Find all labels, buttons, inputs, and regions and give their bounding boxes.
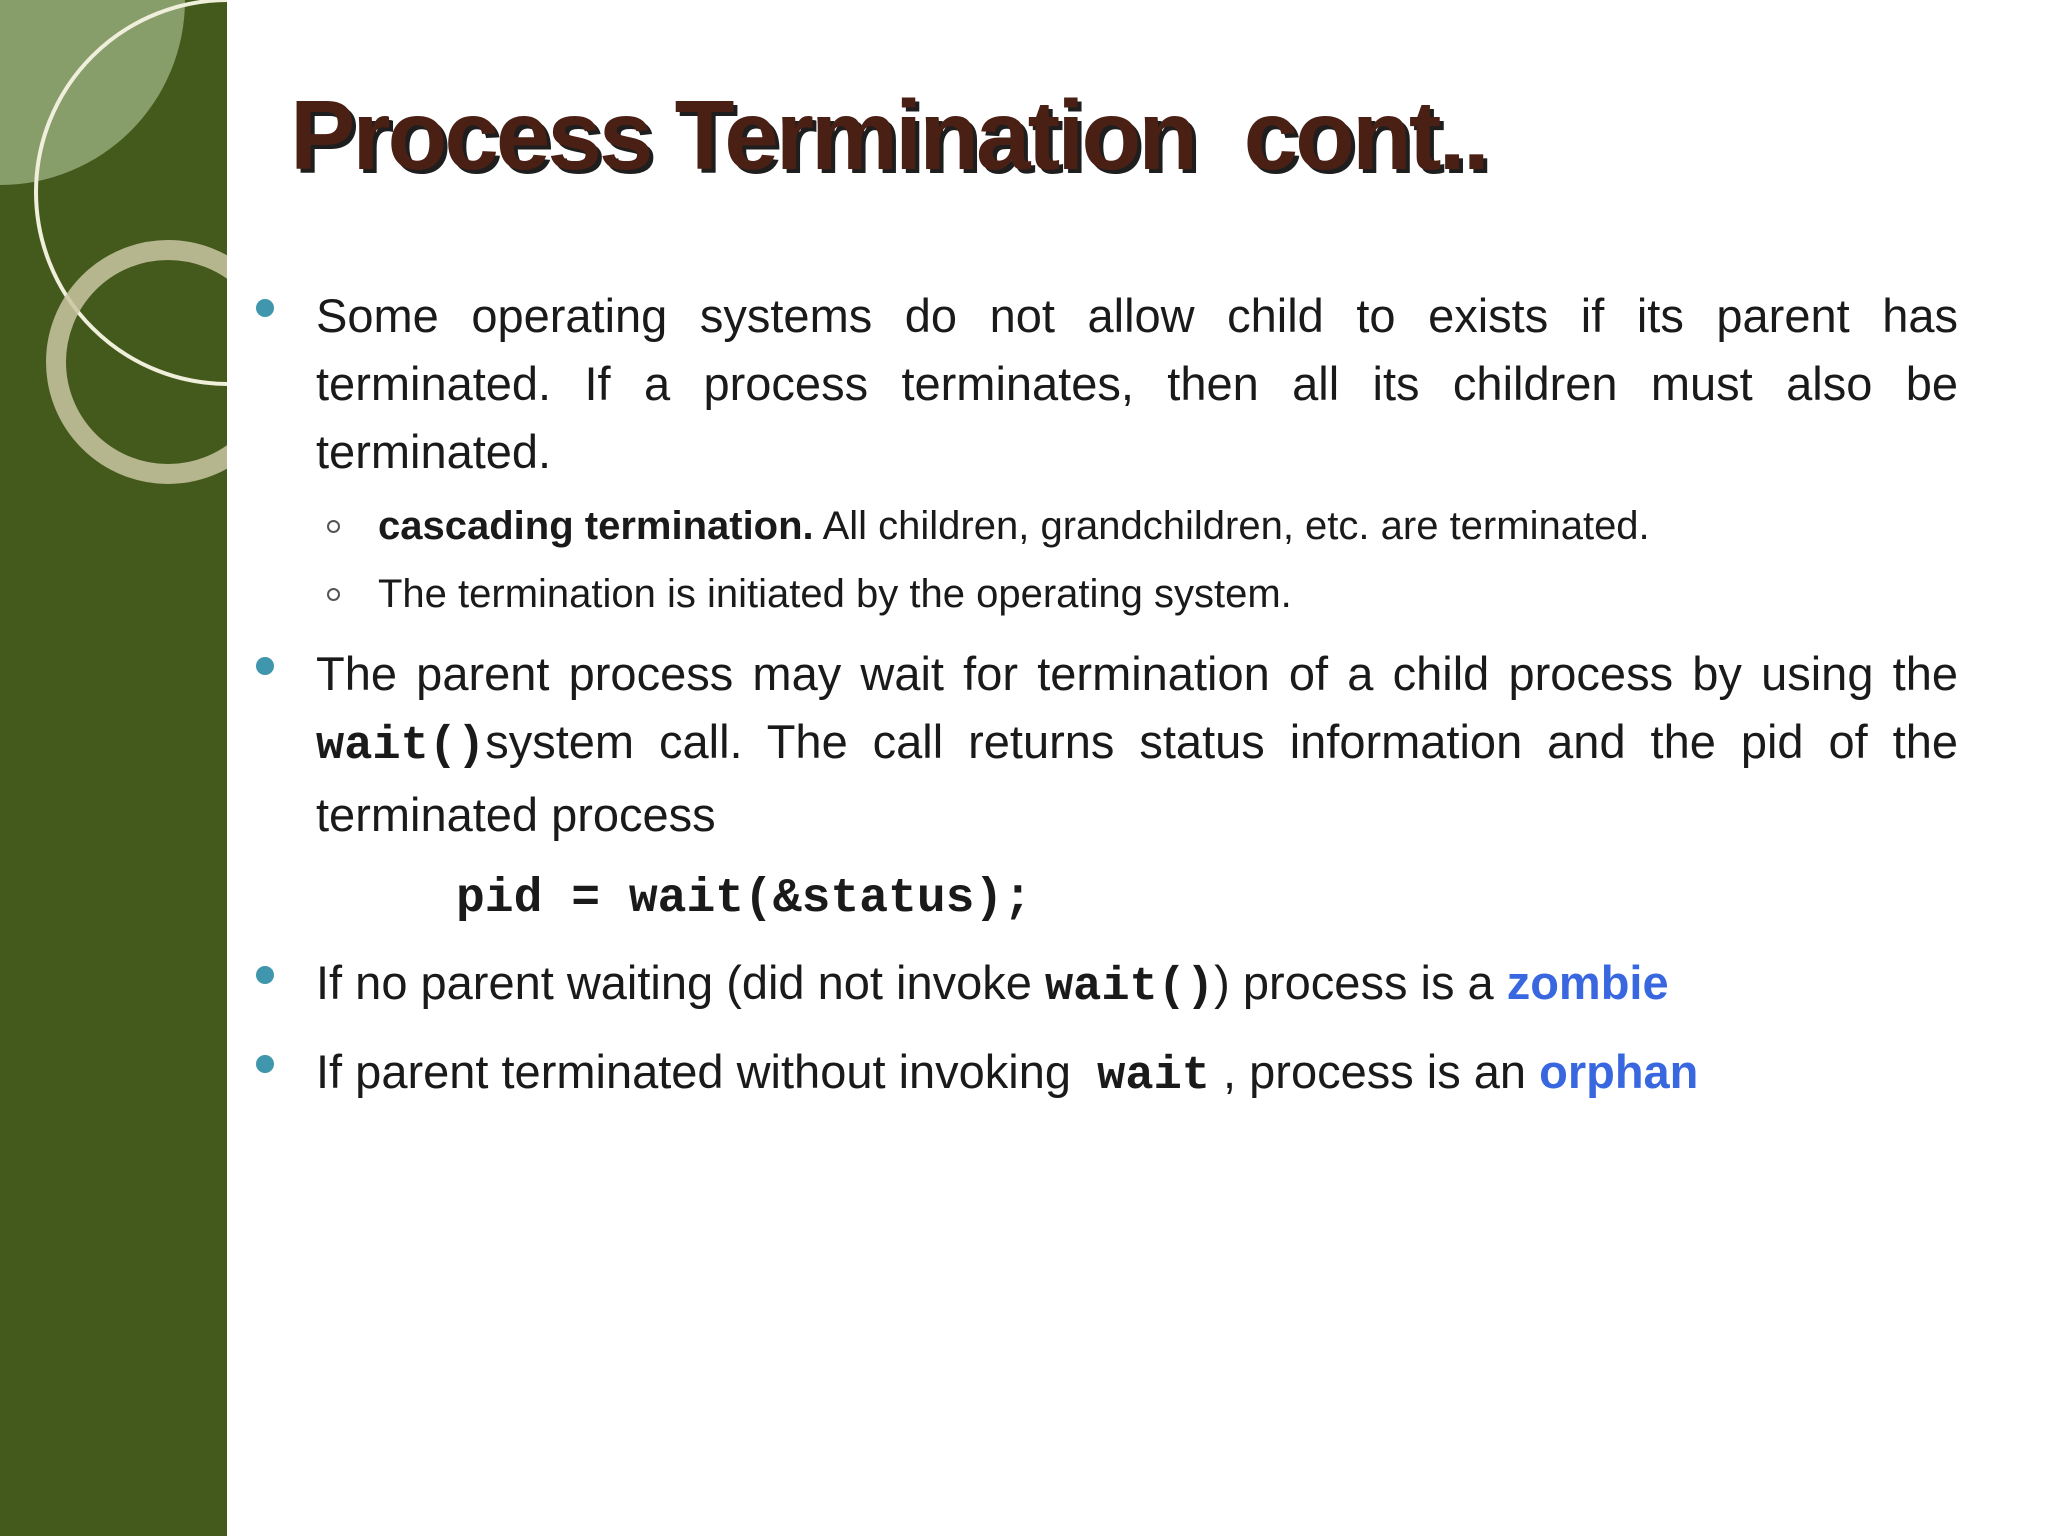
code-wait: wait() [316,720,486,773]
decorative-circles [0,0,227,1536]
sub-bullet-text: All children, grandchildren, etc. are terminated. [813,504,1650,548]
bullet-orphan [250,1038,1958,1111]
sub-bullet-ring-icon [327,520,340,533]
bullet-text: ) process is a [1214,956,1507,1009]
slide-body [250,282,1958,1111]
code-wait: wait [1097,1050,1210,1103]
bullet-text: The parent process may wait for termination of a child process by using the [316,647,1958,700]
decorative-sidebar [0,0,227,1536]
bullet-text: , process is an [1209,1045,1540,1098]
slide-title: Process Termination cont.. [290,80,1487,190]
bullet-child-termination [250,282,1958,486]
bullet-text: system call. The call returns status information and the pid of the terminated process [316,715,1958,841]
bullet-dot-icon [256,1055,274,1073]
bullet-text: If parent terminated without invoking [316,1045,1098,1098]
bullet-wait [250,640,1958,849]
sub-bullet-cascading [250,496,1958,556]
bullet-text: If no parent waiting (did not invoke [316,956,1045,1009]
code-example: pid = wait(&status); [456,872,1033,926]
sub-bullet-ring-icon [327,588,340,601]
bullet-dot-icon [256,299,274,317]
bullet-dot-icon [256,966,274,984]
sub-bullet-initiated [250,564,1958,624]
bullet-zombie [250,949,1958,1022]
sub-bullet-bold-term: cascading termination. [378,504,814,548]
term-zombie: zombie [1506,956,1669,1009]
term-orphan: orphan [1539,1045,1699,1098]
bullet-dot-icon [256,657,274,675]
bullet-text: Some operating systems do not allow child to exists if its parent has terminated. If a process terminates, then all its children must also be terminated. [316,289,1958,478]
code-wait: wait() [1044,961,1215,1014]
sub-bullet-text: The termination is initiated by the operating system. [378,572,1292,616]
